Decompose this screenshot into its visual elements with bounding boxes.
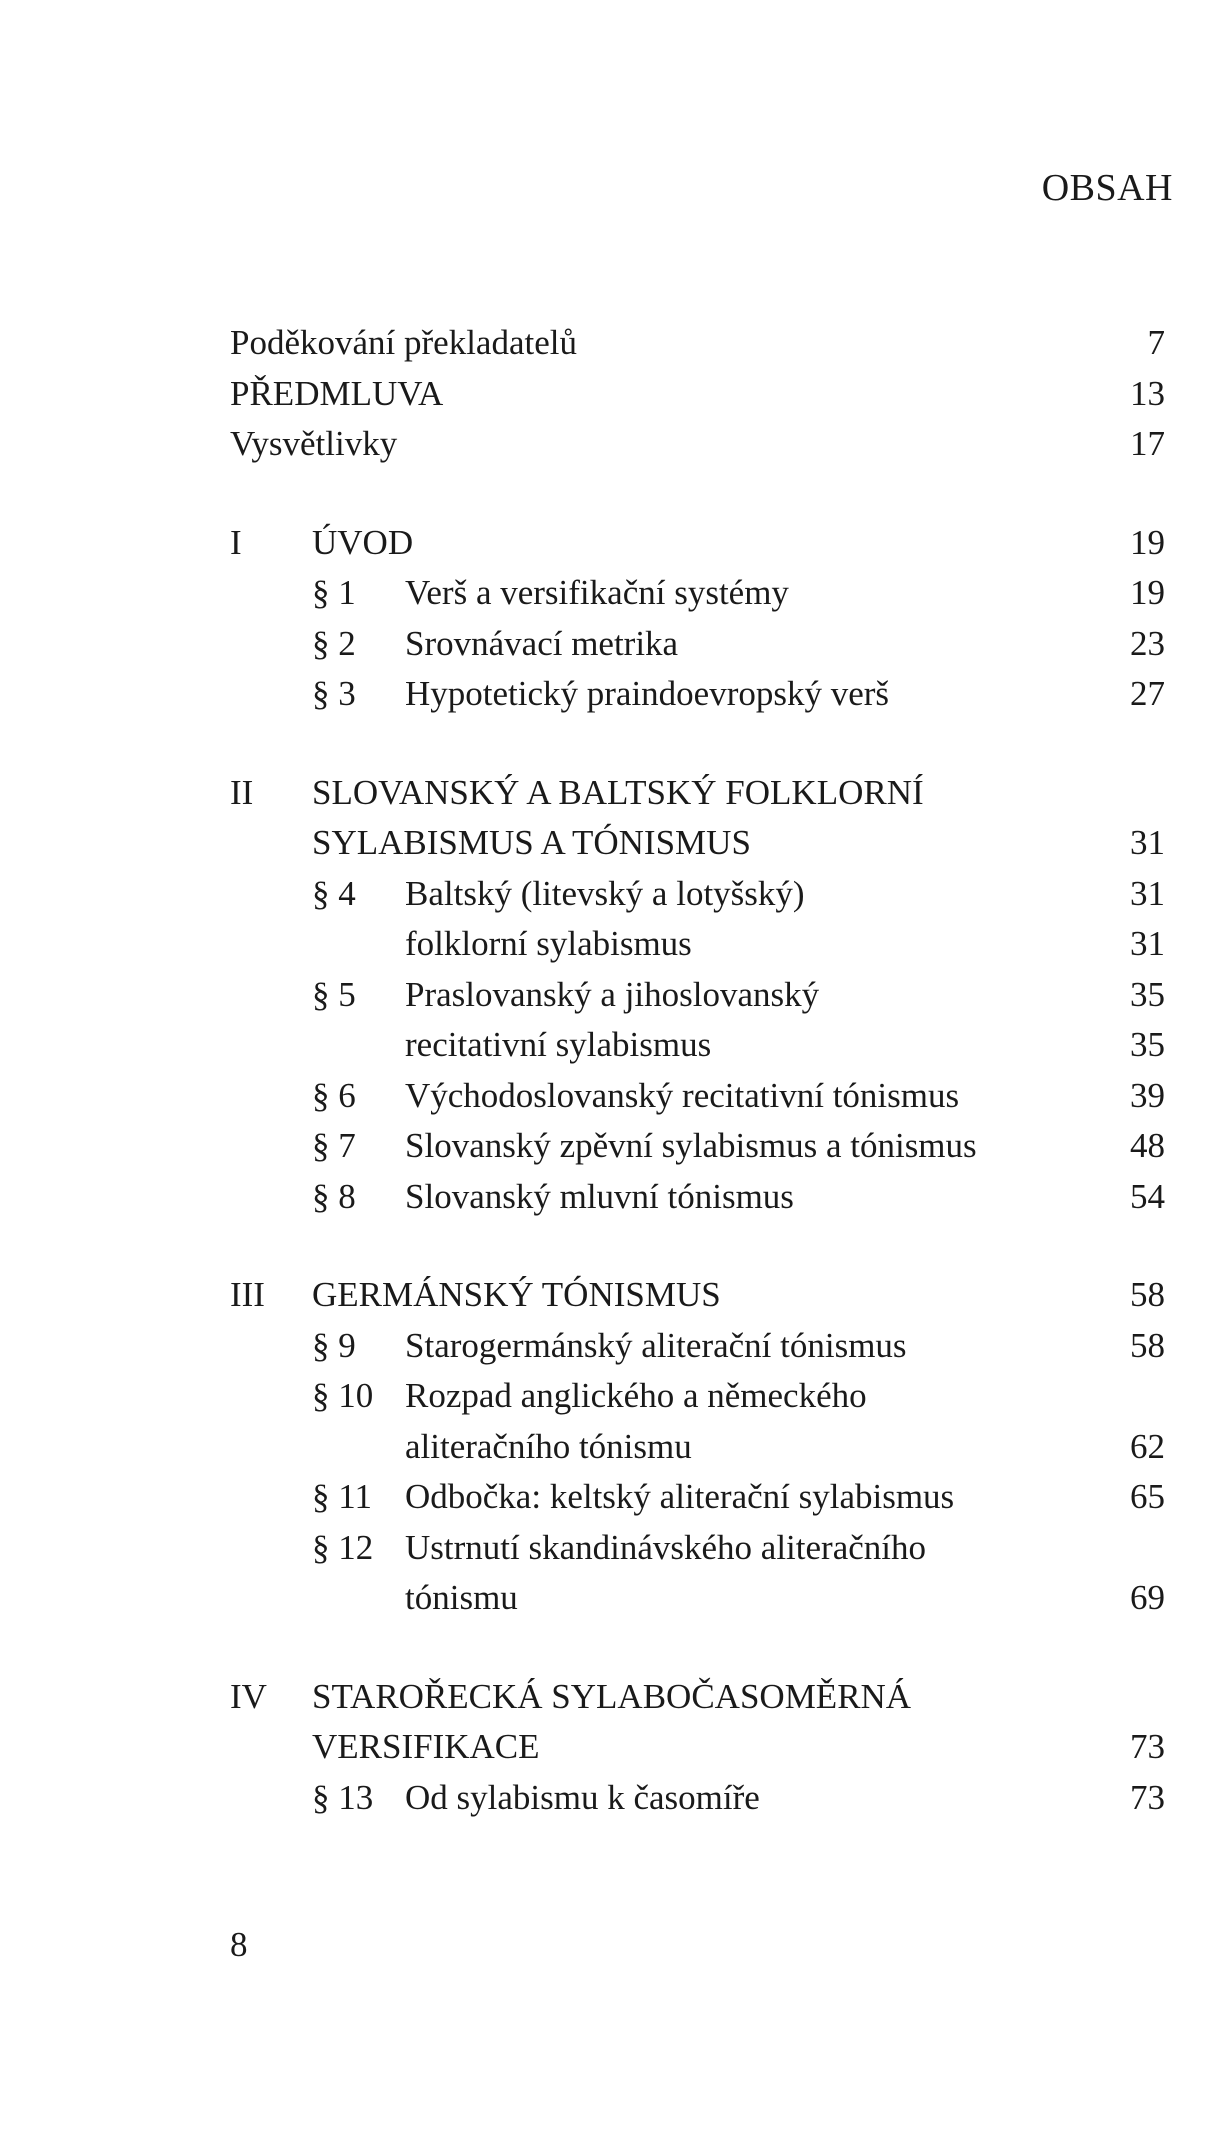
entry-title: Poděkování překladatelů (230, 323, 577, 362)
chapter-title: SLOVANSKÝ A BALTSKÝ FOLKLORNÍ (312, 772, 924, 812)
page-number: 19 (1130, 573, 1165, 612)
contents-heading: OBSAH (1041, 167, 1173, 209)
chapter-heading (230, 1672, 1165, 1723)
section-entry (230, 1773, 1165, 1824)
chapter-number: IV (230, 1676, 267, 1716)
section-title: recitativní sylabismus (405, 1025, 712, 1064)
chapter-heading (230, 1270, 1165, 1321)
page-number: 73 (1130, 1777, 1165, 1817)
section-title: Východoslovanský recitativní tónismus (405, 1075, 960, 1115)
page-number: 7 (1147, 323, 1165, 362)
section-number: § 13 (312, 1777, 374, 1817)
chapter-heading (230, 768, 1165, 819)
section-entry (230, 1172, 1165, 1223)
entry-title: PŘEDMLUVA (230, 373, 444, 413)
section-entry (230, 1321, 1165, 1372)
section-title: Hypotetický praindoevropský verš (405, 674, 890, 713)
page-number: 27 (1130, 674, 1165, 713)
page-number: 54 (1130, 1176, 1165, 1216)
section-entry-continued (230, 919, 1165, 970)
section-entry-continued (230, 1422, 1165, 1473)
section-entry (230, 568, 1165, 619)
section-entry-continued (230, 1573, 1165, 1624)
section-number: § 11 (312, 1477, 372, 1516)
page-number: 23 (1130, 623, 1165, 663)
chapter-number: I (230, 522, 242, 562)
section-entry (230, 970, 1165, 1021)
section-entry (230, 1523, 1165, 1574)
section-title: Odbočka: keltský aliterační sylabismus (405, 1477, 955, 1516)
page-number: 69 (1130, 1578, 1165, 1617)
section-title: aliteračního tónismu (405, 1426, 692, 1466)
page-number: 39 (1130, 1075, 1165, 1115)
section-title: tónismu (405, 1578, 518, 1617)
entry-title: Vysvětlivky (230, 424, 398, 463)
section-title: Srovnávací metrika (405, 623, 679, 663)
chapter-number: III (230, 1275, 265, 1314)
toc-entry-front (230, 419, 1165, 470)
page-number: 13 (1130, 373, 1165, 413)
section-title: Starogermánský aliterační tónismus (405, 1325, 907, 1365)
section-entry-continued (230, 1020, 1165, 1071)
section-number: § 6 (312, 1075, 356, 1115)
toc-entry-front (230, 318, 1165, 369)
section-number: § 3 (312, 674, 356, 713)
chapter-title: GERMÁNSKÝ TÓNISMUS (312, 1275, 721, 1314)
section-entry (230, 1472, 1165, 1523)
page-number: 35 (1130, 1025, 1165, 1064)
chapter-heading (230, 518, 1165, 569)
section-number: § 5 (312, 974, 356, 1014)
section-entry (230, 1121, 1165, 1172)
page-number: 31 (1130, 823, 1165, 862)
page-number: 65 (1130, 1477, 1165, 1516)
page-number: 31 (1130, 924, 1165, 963)
page-number: 58 (1130, 1275, 1165, 1314)
section-title: folklorní sylabismus (405, 924, 692, 963)
page-number: 31 (1130, 873, 1165, 913)
page-number: 58 (1130, 1325, 1165, 1365)
page-folio-number: 8 (230, 1925, 248, 1964)
section-number: § 2 (312, 623, 356, 663)
toc-entry-front (230, 369, 1165, 420)
page-number: 19 (1130, 522, 1165, 562)
section-number: § 8 (312, 1176, 356, 1216)
section-number: § 7 (312, 1126, 356, 1165)
section-title: Baltský (litevský a lotyšský) (405, 873, 805, 913)
section-title: Ustrnutí skandinávského aliteračního (405, 1527, 926, 1567)
table-of-contents (230, 318, 1165, 1823)
section-number: § 1 (312, 573, 356, 612)
chapter-heading-continued (230, 1722, 1165, 1773)
chapter-title: STAROŘECKÁ SYLABOČASOMĚRNÁ (312, 1676, 912, 1716)
page-number: 73 (1130, 1727, 1165, 1766)
section-entry (230, 669, 1165, 720)
page-number: 48 (1130, 1126, 1165, 1165)
chapter-title: VERSIFIKACE (312, 1727, 540, 1766)
section-number: § 4 (312, 873, 356, 913)
chapter-number: II (230, 772, 254, 812)
section-entry (230, 1071, 1165, 1122)
section-title: Slovanský mluvní tónismus (405, 1176, 794, 1216)
chapter-title: SYLABISMUS A TÓNISMUS (312, 823, 751, 862)
page-number: 17 (1130, 424, 1165, 463)
section-title: Praslovanský a jihoslovanský (405, 974, 820, 1014)
section-title: Od sylabismu k časomíře (405, 1777, 760, 1817)
section-entry (230, 869, 1165, 920)
page-number: 62 (1130, 1426, 1165, 1466)
section-entry (230, 619, 1165, 670)
section-number: § 9 (312, 1325, 356, 1365)
section-number: § 10 (312, 1376, 374, 1415)
section-number: § 12 (312, 1527, 374, 1567)
section-title: Verš a versifikační systémy (405, 573, 789, 612)
section-entry (230, 1371, 1165, 1422)
section-title: Slovanský zpěvní sylabismus a tónismus (405, 1126, 977, 1165)
chapter-title: ÚVOD (312, 522, 414, 562)
page-number: 35 (1130, 974, 1165, 1014)
chapter-heading-continued (230, 818, 1165, 869)
section-title: Rozpad anglického a německého (405, 1376, 867, 1415)
